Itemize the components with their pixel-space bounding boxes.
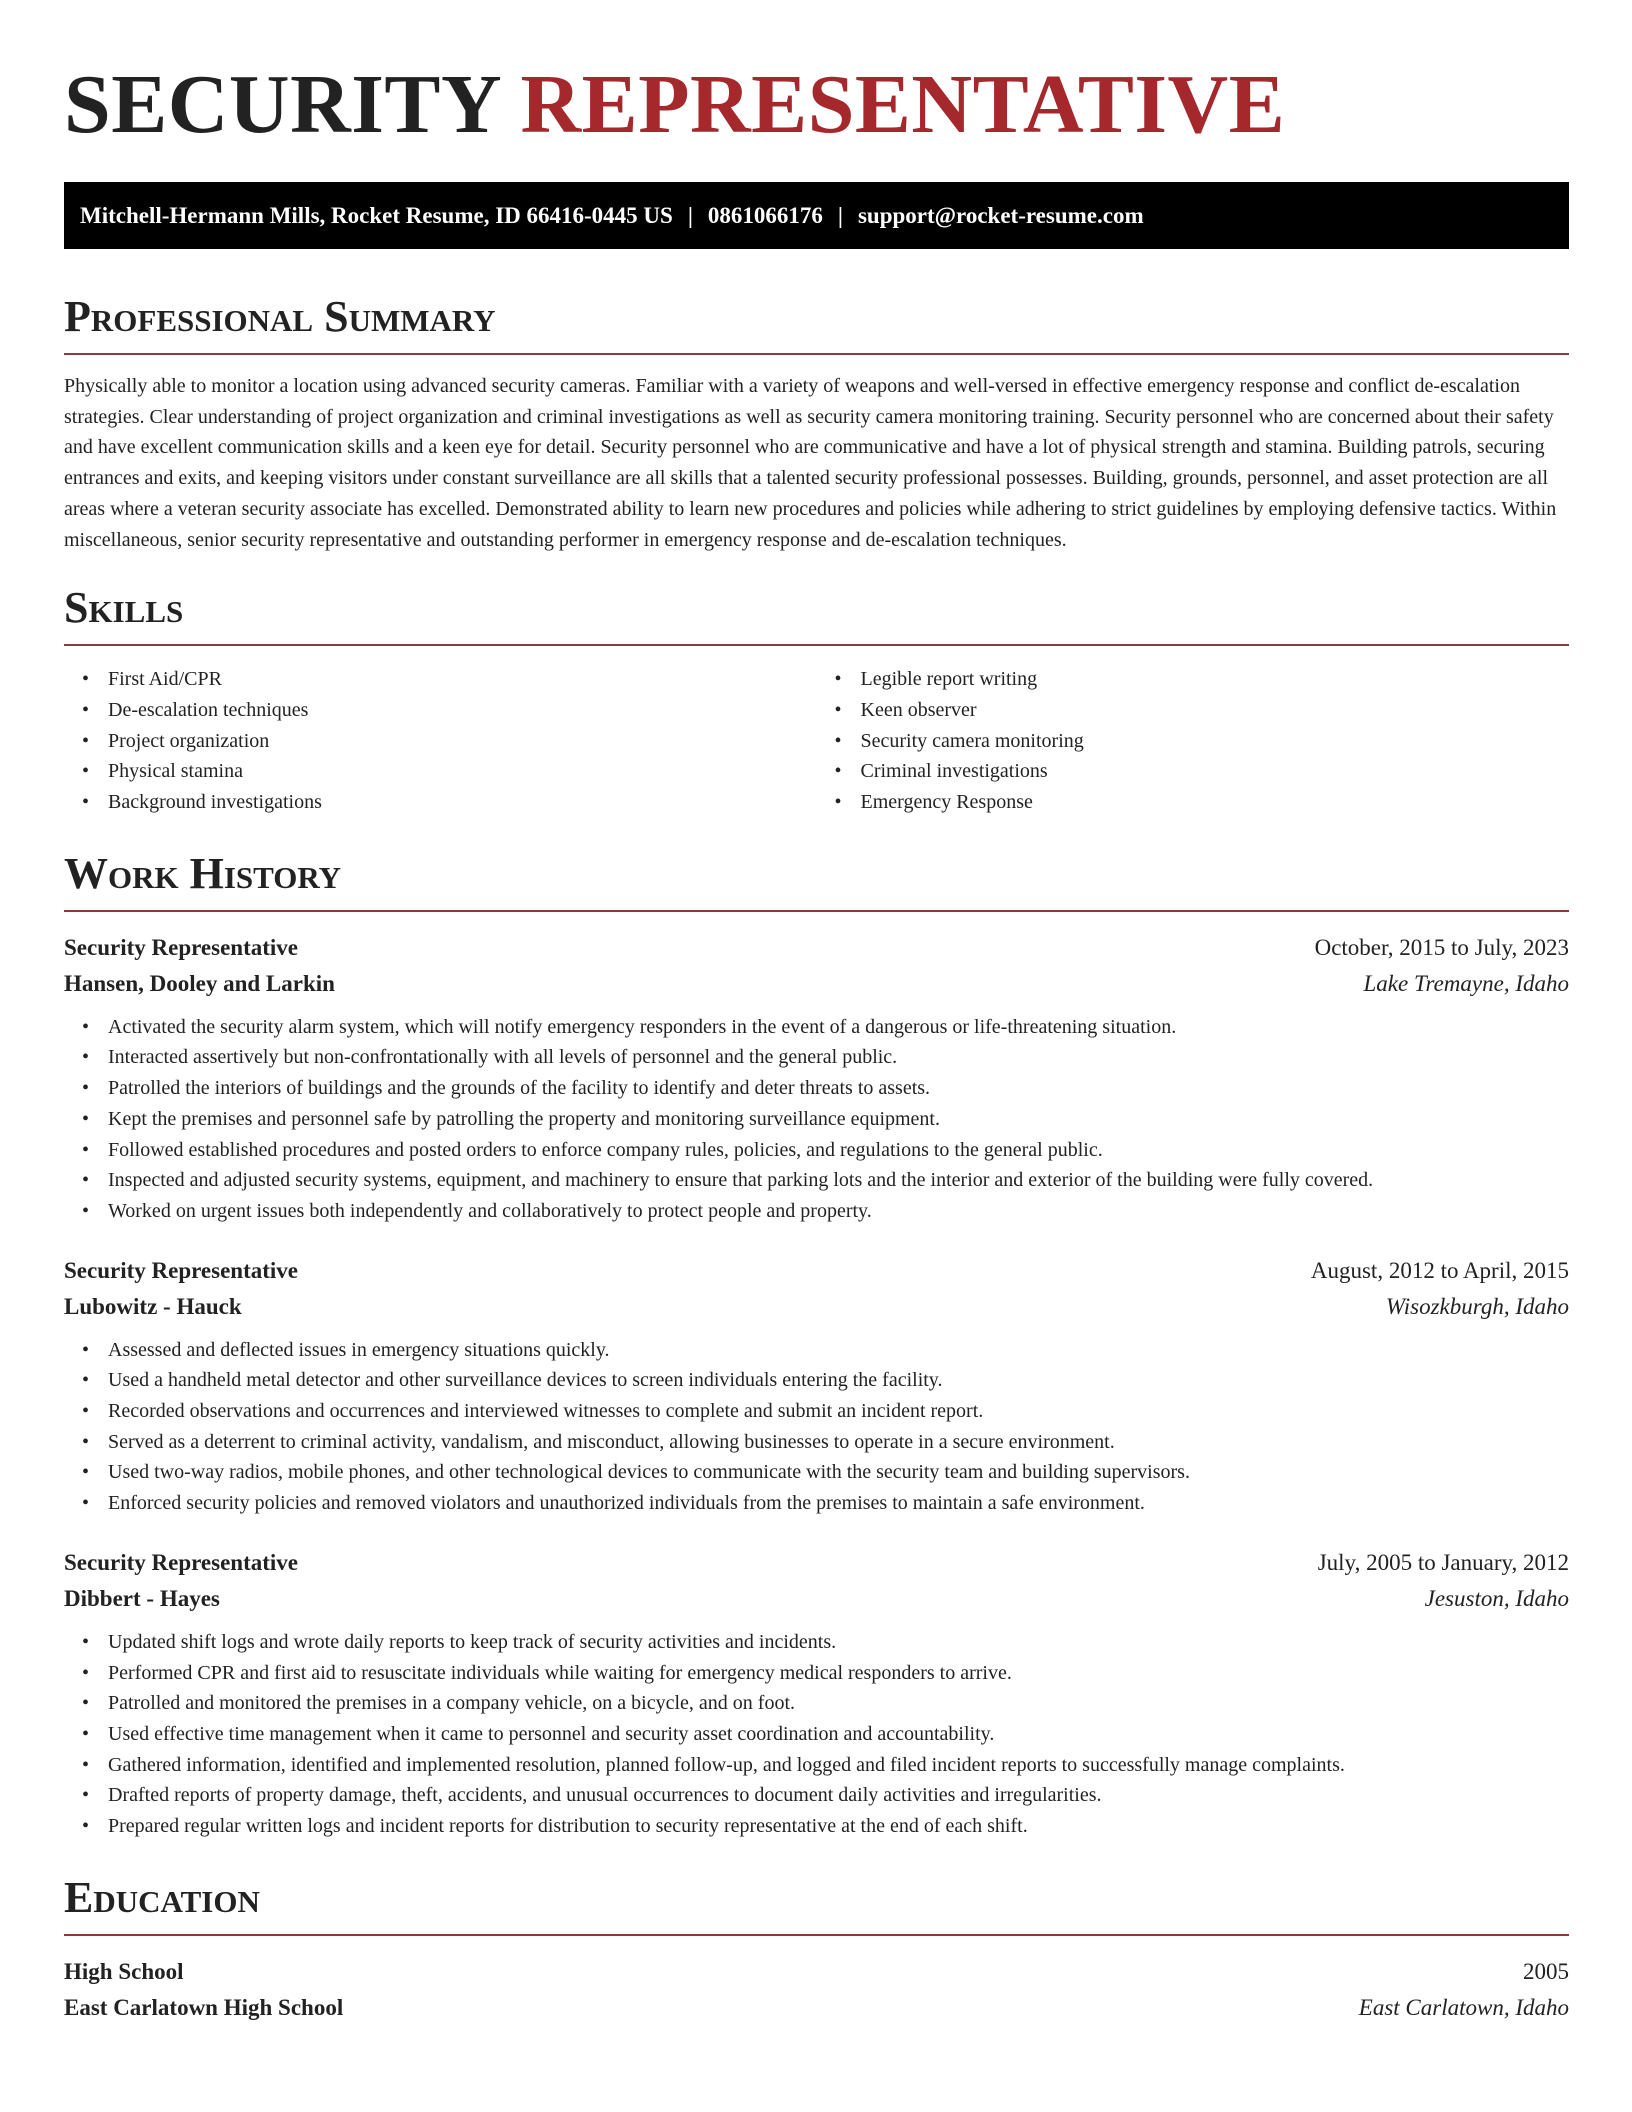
job-bullet: • Patrolled the interiors of buildings and the grounds of the facility to identify and deter threats to assets.: [108, 1073, 1569, 1104]
education-school: East Carlatown High School: [64, 1994, 344, 2020]
job-header-row: [64, 1253, 1569, 1289]
job-dates: October, 2015 to July, 2023: [1314, 934, 1569, 960]
job-bullet: • Interacted assertively but non-confrontationally with all levels of personnel and the general public.: [108, 1042, 1569, 1073]
job-title: Security Representative: [64, 1257, 298, 1283]
job-bullet: • Kept the premises and personnel safe by patrolling the property and monitoring surveillance equipment.: [108, 1104, 1569, 1135]
resume-title: [64, 58, 1569, 151]
job-bullet: • Prepared regular written logs and incident reports for distribution to security representative at the end of each shift.: [108, 1811, 1569, 1842]
contact-bar: [64, 182, 1569, 249]
skill-item: • Background investigations: [108, 787, 817, 818]
job-header-row: [64, 1545, 1569, 1581]
skills-column-left: [64, 664, 817, 818]
job-title: Security Representative: [64, 934, 298, 960]
job-bullets: [64, 1627, 1569, 1842]
section-title-education: Education: [64, 1876, 1569, 1936]
job-dates: July, 2005 to January, 2012: [1317, 1549, 1569, 1575]
section-title-work-history: Work History: [64, 852, 1569, 912]
contact-phone: 0861066176: [707, 202, 823, 228]
contact-separator: |: [837, 202, 843, 228]
education-entry: [64, 1954, 1569, 2026]
job-bullet: • Used effective time management when it came to personnel and security asset coordination and accountability.: [108, 1719, 1569, 1750]
education-year: 2005: [1523, 1958, 1569, 1984]
job-company: Dibbert - Hayes: [64, 1585, 220, 1611]
section-title-summary: Professional Summary: [64, 295, 1569, 355]
job-company-row: [64, 1289, 1569, 1325]
job-bullet: • Gathered information, identified and implemented resolution, planned follow-up, and logged and filed incident reports to successfully manage complaints.: [108, 1750, 1569, 1781]
job-company: Lubowitz - Hauck: [64, 1293, 242, 1319]
skill-item: • First Aid/CPR: [108, 664, 817, 695]
contact-address: Mitchell-Hermann Mills, Rocket Resume, ID 66416-0445 US: [80, 202, 673, 228]
job-location: Wisozkburgh, Idaho: [1385, 1293, 1569, 1319]
job-bullet: • Drafted reports of property damage, theft, accidents, and unusual occurrences to document daily activities and irregularities.: [108, 1780, 1569, 1811]
skills-column-right: [817, 664, 1570, 818]
skill-item: • Physical stamina: [108, 756, 817, 787]
skill-item: • De-escalation techniques: [108, 695, 817, 726]
job-dates: August, 2012 to April, 2015: [1310, 1257, 1569, 1283]
job-bullet: • Inspected and adjusted security systems, equipment, and machinery to ensure that parking lots and the interior and exterior of the building were fully covered.: [108, 1165, 1569, 1196]
skill-item: • Legible report writing: [861, 664, 1570, 695]
section-title-skills: Skills: [64, 586, 1569, 646]
job-bullet: • Served as a deterrent to criminal activity, vandalism, and misconduct, allowing businesses to operate in a secure environment.: [108, 1427, 1569, 1458]
job-bullet: • Recorded observations and occurrences and interviewed witnesses to complete and submit an incident report.: [108, 1396, 1569, 1427]
job-bullet: • Worked on urgent issues both independently and collaboratively to protect people and property.: [108, 1196, 1569, 1227]
education-header-row: [64, 1954, 1569, 1990]
job-location: Lake Tremayne, Idaho: [1363, 970, 1569, 996]
title-first-word: SECURITY: [64, 58, 499, 151]
job-title: Security Representative: [64, 1549, 298, 1575]
job-bullet: • Followed established procedures and posted orders to enforce company rules, policies, and regulations to the general public.: [108, 1135, 1569, 1166]
contact-separator: |: [687, 202, 693, 228]
education-school-row: [64, 1990, 1569, 2026]
job-entry: [64, 1545, 1569, 1842]
education-degree: High School: [64, 1958, 184, 1984]
contact-email: support@rocket-resume.com: [857, 202, 1144, 228]
job-bullet: • Activated the security alarm system, which will notify emergency responders in the event of a dangerous or life-threatening situation.: [108, 1012, 1569, 1043]
job-entry: [64, 930, 1569, 1227]
job-header-row: [64, 930, 1569, 966]
job-entry: [64, 1253, 1569, 1519]
title-second-word: REPRESENTATIVE: [520, 58, 1286, 151]
education-location: East Carlatown, Idaho: [1358, 1994, 1569, 2020]
job-bullet: • Updated shift logs and wrote daily reports to keep track of security activities and incidents.: [108, 1627, 1569, 1658]
job-bullet: • Enforced security policies and removed violators and unauthorized individuals from the premises to maintain a safe environment.: [108, 1488, 1569, 1519]
job-bullet: • Patrolled and monitored the premises in a company vehicle, on a bicycle, and on foot.: [108, 1688, 1569, 1719]
job-location: Jesuston, Idaho: [1424, 1585, 1569, 1611]
job-bullet: • Used a handheld metal detector and other surveillance devices to screen individuals entering the facility.: [108, 1365, 1569, 1396]
job-company: Hansen, Dooley and Larkin: [64, 970, 335, 996]
job-company-row: [64, 1581, 1569, 1617]
job-bullets: [64, 1012, 1569, 1227]
job-bullets: [64, 1335, 1569, 1519]
skills-list: [64, 664, 1569, 818]
job-company-row: [64, 966, 1569, 1002]
skill-item: • Project organization: [108, 726, 817, 757]
skill-item: • Keen observer: [861, 695, 1570, 726]
skill-item: • Emergency Response: [861, 787, 1570, 818]
job-bullet: • Performed CPR and first aid to resuscitate individuals while waiting for emergency medical responders to arrive.: [108, 1658, 1569, 1689]
job-bullet: • Assessed and deflected issues in emergency situations quickly.: [108, 1335, 1569, 1366]
skill-item: • Criminal investigations: [861, 756, 1570, 787]
job-bullet: • Used two-way radios, mobile phones, and other technological devices to communicate with the security team and building supervisors.: [108, 1457, 1569, 1488]
summary-text: Physically able to monitor a location using advanced security cameras. Familiar with a variety of weapons and well-versed in effective emergency response and conflict de-escalation strategies. Clear understanding of project organization and criminal investigations as well as security camera monitoring training. Security personnel who are concerned about their safety and have excellent communication skills and a keen eye for detail. Security personnel who are communicative and have a lot of physical strength and stamina. Building patrols, securing entrances and exits, and keeping visitors under constant surveillance are all skills that a talented security professional possesses. Building, grounds, personnel, and asset protection are all areas where a veteran security associate has excelled. Demonstrated ability to learn new procedures and policies while adhering to strict guidelines by employing defensive tactics. Within miscellaneous, senior security representative and outstanding performer in emergency response and de-escalation techniques.: [64, 375, 1557, 551]
skill-item: • Security camera monitoring: [861, 726, 1570, 757]
